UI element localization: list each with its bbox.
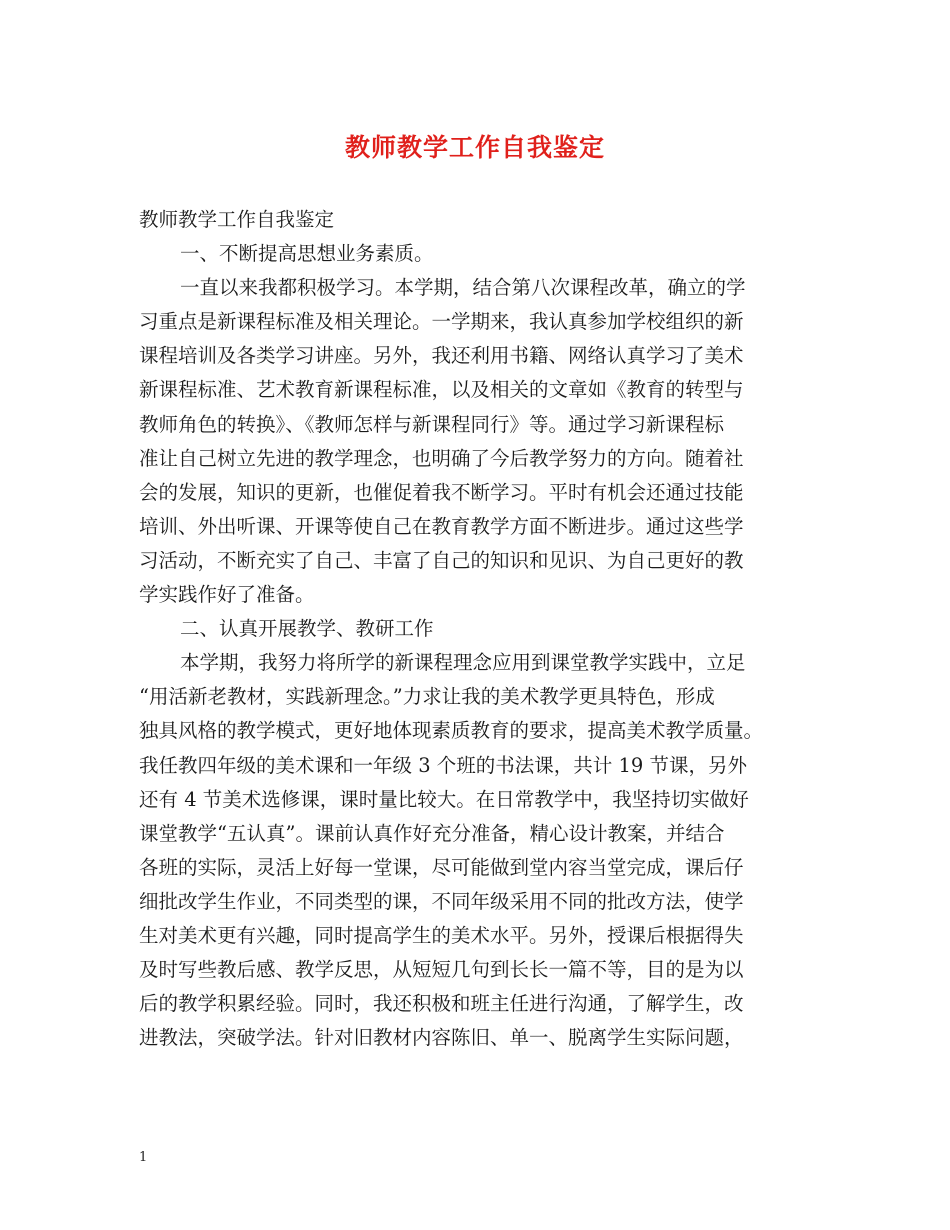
section-heading-2: 二、认真开展教学、教研工作 — [180, 617, 434, 641]
text-line: 生对美术更有兴趣，同时提高学生的美术水平。另外，授课后根据得失 — [139, 923, 744, 947]
text-line: 准让自己树立先进的教学理念，也明确了今后教学努力的方向。随着社 — [139, 446, 744, 470]
text-line: 教师教学工作自我鉴定 — [139, 208, 335, 231]
text-line: 教师角色的转换》、《教师怎样与新课程同行》等。通过学习新课程标 — [139, 412, 725, 436]
text-line: “用活新老教材，实践新理念。”力求让我的美术教学更具特色，形成 — [139, 685, 715, 709]
text-line: 后的教学积累经验。同时，我还积极和班主任进行沟通，了解学生，改 — [139, 992, 744, 1016]
text-line: 独具风格的教学模式，更好地体现素质教育的要求，提高美术教学质量。 — [139, 719, 764, 743]
text-line: 习重点是新课程标准及相关理论。一学期来，我认真参加学校组织的新 — [139, 310, 744, 334]
text-line: 进教法，突破学法。针对旧教材内容陈旧、单一、脱离学生实际问题， — [139, 1026, 744, 1050]
text-line: 细批改学生作业，不同类型的课，不同年级采用不同的批改方法，使学 — [139, 889, 744, 913]
text-line: 及时写些教后感、教学反思，从短短几句到长长一篇不等，目的是为以 — [139, 958, 744, 982]
document-title: 教师教学工作自我鉴定 — [344, 133, 605, 162]
text-line: 各班的实际，灵活上好每一堂课，尽可能做到堂内容当堂完成，课后仔 — [139, 855, 744, 879]
text-line: 学实践作好了准备。 — [139, 583, 315, 607]
text-line: 本学期，我努力将所学的新课程理念应用到课堂教学实践中，立足 — [180, 651, 746, 675]
document-body — [139, 203, 819, 1055]
section-heading-1: 一、不断提高思想业务素质。 — [180, 242, 434, 266]
text-line: 我任教四年级的美术课和一年级 3 个班的书法课，共计 19 节课，另外 — [139, 753, 748, 777]
text-line: 会的发展，知识的更新，也催促着我不断学习。平时有机会还通过技能 — [139, 480, 744, 504]
text-line: 一直以来我都积极学习。本学期，结合第八次课程改革，确立的学 — [180, 276, 746, 300]
text-line: 课程培训及各类学习讲座。另外，我还利用书籍、网络认真学习了美术 — [139, 344, 744, 368]
text-line: 习活动，不断充实了自己、丰富了自己的知识和见识、为自己更好的教 — [139, 548, 744, 572]
text-line: 培训、外出听课、开课等使自己在教育教学方面不断进步。通过这些学 — [139, 514, 744, 538]
page-number: 1 — [139, 1150, 148, 1165]
text-line: 课堂教学“五认真”。课前认真作好充分准备，精心设计教案，并结合 — [139, 821, 725, 845]
text-line: 新课程标准、艺术教育新课程标准，以及相关的文章如《教育的转型与 — [139, 378, 744, 402]
text-line: 还有 4 节美术选修课，课时量比较大。在日常教学中，我坚持切实做好 — [139, 787, 749, 811]
